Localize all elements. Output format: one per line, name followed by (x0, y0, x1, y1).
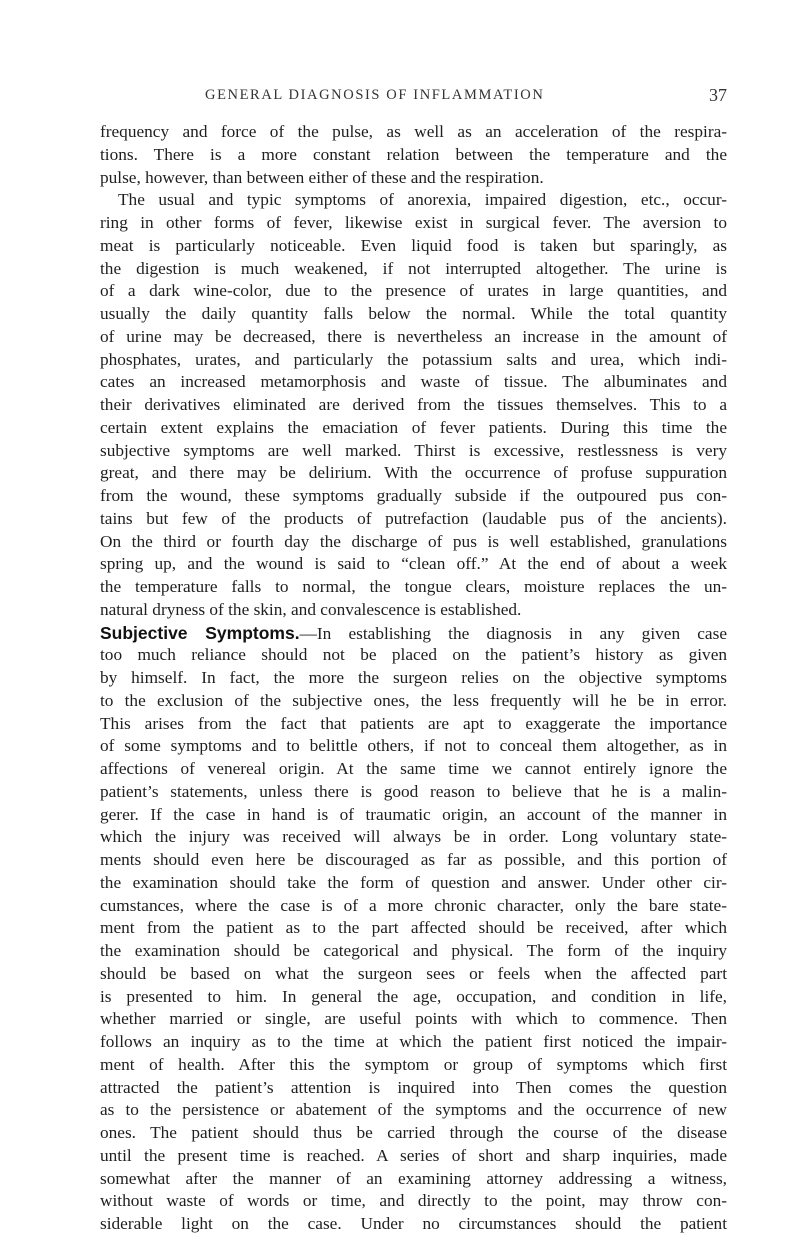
text-line: On the third or fourth day the discharge of pus is well established, granulations (100, 531, 727, 551)
text-line: meat is particularly noticeable. Even liquid food is taken but sparingly, as (100, 235, 727, 255)
text-line: should be based on what the surgeon sees or feels when the affected part (100, 963, 727, 983)
text-line: too much reliance should not be placed on the patient’s history as given (100, 645, 727, 665)
text-line: ment of health. After this the symptom or group of symptoms which first (100, 1054, 727, 1074)
text-line: siderable light on the case. Under no circumstances should the patient (100, 1214, 727, 1233)
text-line: until the present time is reached. A series of short and sharp inquiries, made (100, 1145, 727, 1165)
text-line: This arises from the fact that patients are apt to exaggerate the importance (100, 713, 727, 733)
text-line: the temperature falls to normal, the tongue clears, moisture replaces the un- (100, 577, 727, 596)
text-line: cates an increased metamorphosis and waste of tissue. The albuminates and (100, 372, 727, 392)
text-line: somewhat after the manner of an examining attorney addressing a witness, (100, 1168, 727, 1188)
text-line: from the wound, these symptoms gradually subside if the outpoured pus con- (100, 486, 727, 505)
text-line: gerer. If the case in hand is of traumatic origin, an account of the manner in (100, 804, 727, 824)
section-heading: Subjective Symptoms. (100, 622, 300, 643)
text-line: tions. There is a more constant relation between the temperature and the (100, 144, 727, 164)
text-line: attracted the patient’s attention is inquired into Then comes the question (100, 1077, 727, 1097)
text-line: patient’s statements, unless there is good reason to believe that he is a malin- (100, 781, 727, 801)
text-line: great, and there may be delirium. With the occurrence of profuse suppuration (100, 463, 727, 483)
text-line: affections of venereal origin. At the same time we cannot entirely ignore the (100, 759, 727, 778)
text-line: ments should even here be discouraged as far as possible, and this portion of (100, 850, 727, 869)
section-opening-text: —In establishing the diagnosis in any given case (299, 623, 727, 643)
text-line: frequency and force of the pulse, as well as an acceleration of the respira- (100, 122, 727, 141)
text-line: follows an inquiry as to the time at which the patient first noticed the impair- (100, 1032, 727, 1051)
text-line: of a dark wine-color, due to the presence of urates in large quantities, and (100, 281, 727, 301)
text-line: ones. The patient should thus be carried through the course of the disease (100, 1123, 727, 1142)
text-line: spring up, and the wound is said to “clean off.” At the end of about a week (100, 554, 727, 574)
text-line: cumstances, where the case is of a more chronic character, only the bare state- (100, 895, 727, 915)
text-line: phosphates, urates, and particularly the potassium salts and urea, which indi- (100, 349, 727, 369)
running-header (100, 87, 727, 111)
text-line: tains but few of the products of putrefaction (laudable pus of the ancients). (100, 508, 727, 528)
text-line: to the exclusion of the subjective ones, the less frequently will he be in error. (100, 690, 727, 710)
text-line: The usual and typic symptoms of anorexia, impaired digestion, etc., occur- (118, 190, 727, 210)
text-line: the digestion is much weakened, if not interrupted altogether. The urine is (100, 258, 727, 278)
text-line: which the injury was received will always be in order. Long voluntary state- (100, 827, 727, 847)
text-line: without waste of words or time, and directly to the point, may throw con- (100, 1191, 727, 1211)
text-line: is presented to him. In general the age, occupation, and condition in life, (100, 986, 727, 1006)
text-line: the examination should take the form of question and answer. Under other cir- (100, 872, 727, 892)
text-line: ring in other forms of fever, likewise exist in surgical fever. The aversion to (100, 213, 727, 232)
text-line: by himself. In fact, the more the surgeon relies on the objective symptoms (100, 668, 727, 687)
text-line: pulse, however, than between either of these and the respiration. (100, 167, 544, 187)
page-number: 37 (709, 85, 727, 105)
text-line: of urine may be decreased, there is nevertheless an increase in the amount of (100, 326, 727, 346)
text-line: their derivatives eliminated are derived from the tissues themselves. This to a (100, 395, 727, 414)
text-line: of some symptoms and to belittle others, if not to conceal them altogether, as in (100, 736, 727, 756)
text-line: subjective symptoms are well marked. Thirst is excessive, restlessness is very (100, 440, 727, 460)
body-text (100, 121, 727, 1236)
text-line: usually the daily quantity falls below the normal. While the total quantity (100, 304, 727, 323)
text-line: natural dryness of the skin, and convalescence is established. (100, 599, 522, 619)
text-line: ment from the patient as to the part affected should be received, after which (100, 918, 727, 938)
section-opening-line (100, 622, 727, 645)
text-line: whether married or single, are useful points with which to commence. Then (100, 1009, 727, 1029)
running-header-title: GENERAL DIAGNOSIS OF INFLAMMATION (205, 87, 545, 103)
text-line: as to the persistence or abatement of the symptoms and the occurrence of new (100, 1100, 727, 1120)
text-line: the examination should be categorical and physical. The form of the inquiry (100, 941, 727, 960)
text-line: certain extent explains the emaciation of fever patients. During this time the (100, 417, 727, 437)
